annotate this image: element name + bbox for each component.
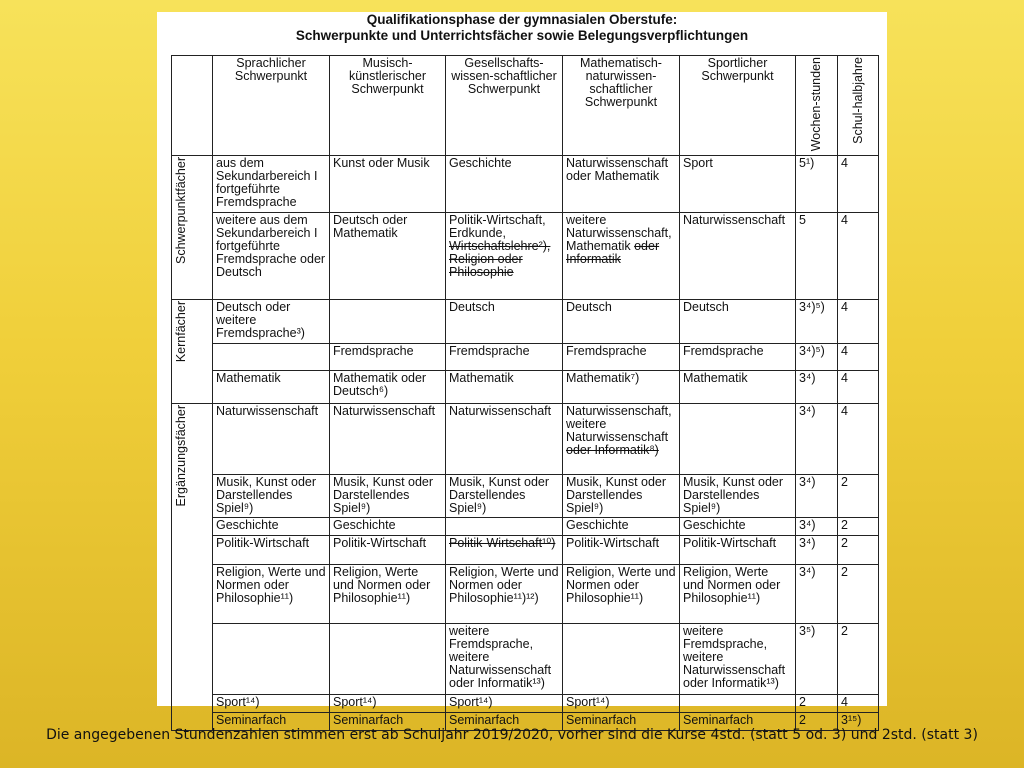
table-cell [680, 695, 796, 713]
table-cell: Fremdsprache [330, 344, 446, 371]
table-cell: Religion, Werte und Normen oder Philosophie¹¹) [680, 565, 796, 624]
table-row [172, 213, 879, 300]
table-row [172, 475, 879, 518]
wochenstunden-value: 2 [796, 695, 838, 713]
table-cell [213, 344, 330, 371]
table-cell: Naturwissenschaft [446, 404, 563, 475]
halbjahre-value: 3¹⁵) [838, 713, 879, 731]
cell-text: weitere Naturwissenschaft, Mathematik [566, 213, 672, 254]
table-cell: Sport [680, 156, 796, 213]
table-cell: aus dem Sekundarbereich I fortgeführte Fremdsprache [213, 156, 330, 213]
table-cell: Seminarfach [446, 713, 563, 731]
table-cell: Musik, Kunst oder Darstellendes Spiel⁹) [330, 475, 446, 518]
course-table [171, 55, 879, 731]
table-cell: Sport¹⁴) [213, 695, 330, 713]
halbjahre-value: 4 [838, 156, 879, 213]
table-row [172, 536, 879, 565]
table-row [172, 695, 879, 713]
table-cell: Religion, Werte und Normen oder Philosophie¹¹) [213, 565, 330, 624]
table-cell: Naturwissenschaft [213, 404, 330, 475]
table-cell: Musik, Kunst oder Darstellendes Spiel⁹) [680, 475, 796, 518]
table-cell: Naturwissenschaft [680, 213, 796, 300]
table-cell: Geschichte [446, 156, 563, 213]
halbjahre-value: 4 [838, 213, 879, 300]
group-schwerpunkt: Schwerpunktfächer [172, 156, 213, 300]
table-cell: Religion, Werte und Normen oder Philosophie¹¹)¹²) [446, 565, 563, 624]
header-musisch: Musisch-künstlerischer Schwerpunkt [330, 56, 446, 156]
table-cell [213, 624, 330, 695]
wochenstunden-value: 3⁴) [796, 536, 838, 565]
table-cell: Politik-Wirtschaft [330, 536, 446, 565]
wochenstunden-value: 3⁴) [796, 404, 838, 475]
wochenstunden-value: 3⁴) [796, 518, 838, 536]
table-row [172, 565, 879, 624]
wochenstunden-value: 2 [796, 713, 838, 731]
wochenstunden-value: 3⁴) [796, 565, 838, 624]
table-cell [563, 404, 680, 475]
table-cell: Mathematik⁷) [563, 371, 680, 404]
table-cell [446, 518, 563, 536]
table-row [172, 300, 879, 344]
table-cell: Deutsch [446, 300, 563, 344]
document-subtitle: Schwerpunkte und Unterrichtsfächer sowie Belegungsverpflichtungen [295, 28, 749, 43]
wochenstunden-value: 3⁵) [796, 624, 838, 695]
wochenstunden-value: 5 [796, 213, 838, 300]
table-cell: Mathematik [680, 371, 796, 404]
halbjahre-value: 4 [838, 695, 879, 713]
table-row [172, 156, 879, 213]
halbjahre-value: 2 [838, 536, 879, 565]
table-cell: Sport¹⁴) [446, 695, 563, 713]
header-sport: Sportlicher Schwerpunkt [680, 56, 796, 156]
table-cell: Religion, Werte und Normen oder Philosophie¹¹) [330, 565, 446, 624]
table-cell: Sport¹⁴) [330, 695, 446, 713]
header-schulhalbjahre: Schul-halbjahre [838, 56, 879, 156]
halbjahre-value: 4 [838, 371, 879, 404]
table-cell: Deutsch [563, 300, 680, 344]
table-row [172, 624, 879, 695]
table-cell: Geschichte [563, 518, 680, 536]
table-cell: Deutsch [680, 300, 796, 344]
table-cell [563, 624, 680, 695]
table-row [172, 371, 879, 404]
halbjahre-value: 4 [838, 300, 879, 344]
table-cell: Politik-Wirtschaft [680, 536, 796, 565]
halbjahre-value: 2 [838, 475, 879, 518]
table-cell: Fremdsprache [446, 344, 563, 371]
table-row [172, 404, 879, 475]
table-cell: Mathematik [446, 371, 563, 404]
table-cell: Politik-Wirtschaft [213, 536, 330, 565]
struck-text: oder Informatik [566, 239, 660, 267]
halbjahre-value: 2 [838, 518, 879, 536]
header-mathe: Mathematisch-naturwissen-schaftlicher Schwerpunkt [563, 56, 680, 156]
table-cell: Musik, Kunst oder Darstellendes Spiel⁹) [213, 475, 330, 518]
table-cell: Naturwissenschaft [330, 404, 446, 475]
halbjahre-value: 2 [838, 624, 879, 695]
group-kern: Kernfächer [172, 300, 213, 404]
table-cell: Deutsch oder Mathematik [330, 213, 446, 300]
table-cell: Musik, Kunst oder Darstellendes Spiel⁹) [563, 475, 680, 518]
table-cell: Mathematik [213, 371, 330, 404]
table-cell [680, 404, 796, 475]
wochenstunden-value: 3⁴)⁵) [796, 300, 838, 344]
group-ergaenzung: Ergänzungsfächer [172, 404, 213, 731]
table-cell [446, 536, 563, 565]
table-cell: Seminarfach [563, 713, 680, 731]
table-cell: Musik, Kunst oder Darstellendes Spiel⁹) [446, 475, 563, 518]
table-cell: Geschichte [330, 518, 446, 536]
table-cell: Seminarfach [330, 713, 446, 731]
wochenstunden-value: 3⁴)⁵) [796, 344, 838, 371]
struck-text: oder Informatik⁸) [566, 443, 659, 458]
header-row [172, 56, 879, 156]
table-cell: Geschichte [213, 518, 330, 536]
table-row [172, 344, 879, 371]
cell-text: Naturwissenschaft, weitere Naturwissenschaft [566, 404, 672, 445]
table-cell: Fremdsprache [680, 344, 796, 371]
table-row [172, 518, 879, 536]
table-cell: Politik-Wirtschaft [563, 536, 680, 565]
cell-text: Politik-Wirtschaft, Erdkunde, [449, 213, 546, 241]
halbjahre-value: 4 [838, 404, 879, 475]
table-cell [330, 300, 446, 344]
table-cell: Naturwissenschaft oder Mathematik [563, 156, 680, 213]
header-sprachlich: Sprachlicher Schwerpunkt [213, 56, 330, 156]
table-cell: weitere Fremdsprache, weitere Naturwissenschaft oder Informatik¹³) [446, 624, 563, 695]
corner-cell [172, 56, 213, 156]
table-cell: Seminarfach [680, 713, 796, 731]
table-cell: Kunst oder Musik [330, 156, 446, 213]
table-cell: weitere Fremdsprache, weitere Naturwissenschaft oder Informatik¹³) [680, 624, 796, 695]
wochenstunden-value: 3⁴) [796, 371, 838, 404]
wochenstunden-value: 5¹) [796, 156, 838, 213]
table-cell: Fremdsprache [563, 344, 680, 371]
table-cell: Seminarfach [213, 713, 330, 731]
wochenstunden-value: 3⁴) [796, 475, 838, 518]
table-cell: Religion, Werte und Normen oder Philosophie¹¹) [563, 565, 680, 624]
table-cell [563, 213, 680, 300]
struck-text: Politik-Wirtschaft¹⁰) [449, 536, 556, 551]
halbjahre-value: 2 [838, 565, 879, 624]
document-title: Qualifikationsphase der gymnasialen Oberstufe: [366, 12, 678, 27]
halbjahre-value: 4 [838, 344, 879, 371]
struck-text: Wirtschaftslehre²), Religion oder Philosophie [449, 239, 551, 280]
header-gesellschaft: Gesellschafts-wissen-schaftlicher Schwerpunkt [446, 56, 563, 156]
table-cell: Sport¹⁴) [563, 695, 680, 713]
footer-note: Die angegebenen Stundenzahlen stimmen erst ab Schuljahr 2019/2020, vorher sind die Kurse 4std. (statt 5 od. 3) und 2std. (statt 3) [46, 727, 978, 743]
table-cell: Geschichte [680, 518, 796, 536]
table-cell [330, 624, 446, 695]
table-cell: Deutsch oder weitere Fremdsprache³) [213, 300, 330, 344]
header-wochenstunden: Wochen-stunden [796, 56, 838, 156]
table-cell [446, 213, 563, 300]
table-cell: Mathematik oder Deutsch⁶) [330, 371, 446, 404]
document-scan [157, 12, 887, 728]
table-cell: weitere aus dem Sekundarbereich I fortgeführte Fremdsprache oder Deutsch [213, 213, 330, 300]
